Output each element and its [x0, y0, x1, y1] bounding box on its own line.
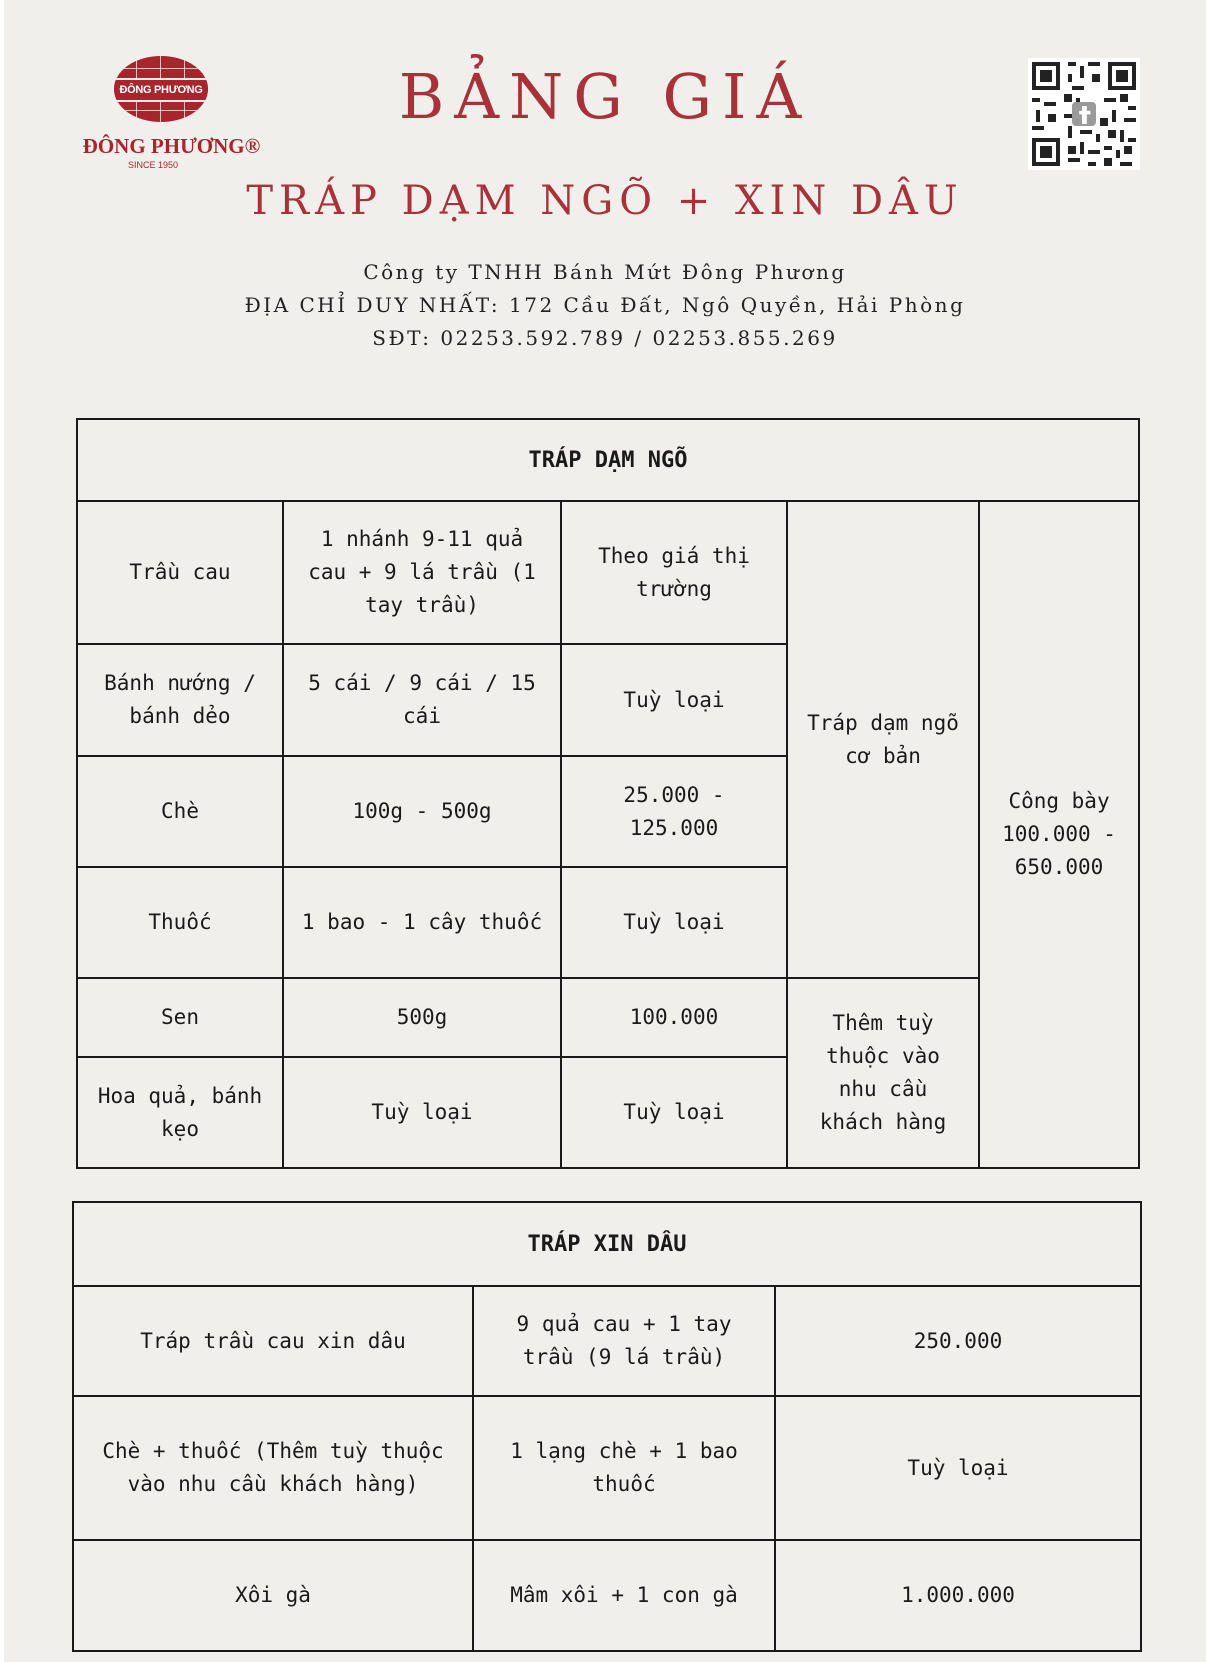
item-cell: Chè + thuốc (Thêm tuỳ thuộc vào nhu cầu khách hàng) — [73, 1396, 473, 1540]
quantity-cell: 9 quả cau + 1 tay trầu (9 lá trầu) — [473, 1286, 775, 1396]
logo-globe-text: ĐÔNG PHƯƠNG — [114, 78, 208, 102]
table-row — [73, 1540, 1141, 1651]
quantity-cell: 1 lạng chè + 1 bao thuốc — [473, 1396, 775, 1540]
item-cell: Sen — [77, 978, 283, 1057]
price-cell: Tuỳ loại — [775, 1396, 1141, 1540]
table-row — [73, 1396, 1141, 1540]
price-list-page — [4, 0, 1206, 1662]
quantity-cell: 5 cái / 9 cái / 15 cái — [283, 644, 561, 756]
page-subtitle: TRÁP DẠM NGÕ + XIN DÂU — [246, 178, 964, 224]
quantity-cell: Mâm xôi + 1 con gà — [473, 1540, 775, 1651]
table-heading: TRÁP XIN DÂU — [73, 1202, 1141, 1286]
qr-code-icon — [1028, 58, 1140, 170]
company-name: Công ty TNHH Bánh Mứt Đông Phương — [363, 260, 847, 284]
price-cell: Theo giá thị trường — [561, 501, 787, 644]
brand-since: SINCE 1950 — [127, 160, 179, 170]
table-row — [73, 1286, 1141, 1396]
quantity-cell: Tuỳ loại — [283, 1057, 561, 1168]
item-cell: Hoa quả, bánh kẹo — [77, 1057, 283, 1168]
quantity-cell: 500g — [283, 978, 561, 1057]
quantity-cell: 1 nhánh 9-11 quả cau + 9 lá trầu (1 tay trầu) — [283, 501, 561, 644]
table-row — [77, 501, 1139, 644]
table-heading: TRÁP DẠM NGÕ — [77, 419, 1139, 501]
trap-xin-dau-table — [72, 1201, 1142, 1652]
company-phone: SĐT: 02253.592.789 / 02253.855.269 — [372, 326, 838, 350]
item-cell: Tráp trầu cau xin dâu — [73, 1286, 473, 1396]
quantity-cell: 100g - 500g — [283, 756, 561, 867]
price-cell: Tuỳ loại — [561, 867, 787, 978]
price-cell: Tuỳ loại — [561, 644, 787, 756]
item-cell: Xôi gà — [73, 1540, 473, 1651]
item-cell: Chè — [77, 756, 283, 867]
labor-fee-cell: Công bày 100.000 - 650.000 — [979, 501, 1139, 1168]
price-cell: 25.000 - 125.000 — [561, 756, 787, 867]
price-cell: 100.000 — [561, 978, 787, 1057]
trap-dam-ngo-table — [76, 418, 1140, 1169]
item-cell: Thuốc — [77, 867, 283, 978]
quantity-cell: 1 bao - 1 cây thuốc — [283, 867, 561, 978]
price-cell: 1.000.000 — [775, 1540, 1141, 1651]
group-basic-cell: Tráp dạm ngõ cơ bản — [787, 501, 979, 978]
group-extra-cell: Thêm tuỳ thuộc vào nhu cầu khách hàng — [787, 978, 979, 1168]
company-address: ĐỊA CHỈ DUY NHẤT: 172 Cầu Đất, Ngô Quyền, Hải Phòng — [244, 293, 966, 317]
page-title: BẢNG GIÁ — [398, 60, 812, 133]
price-cell: 250.000 — [775, 1286, 1141, 1396]
price-cell: Tuỳ loại — [561, 1057, 787, 1168]
brand-name: ĐÔNG PHƯƠNG® — [82, 134, 261, 158]
item-cell: Trầu cau — [77, 501, 283, 644]
item-cell: Bánh nướng / bánh dẻo — [77, 644, 283, 756]
